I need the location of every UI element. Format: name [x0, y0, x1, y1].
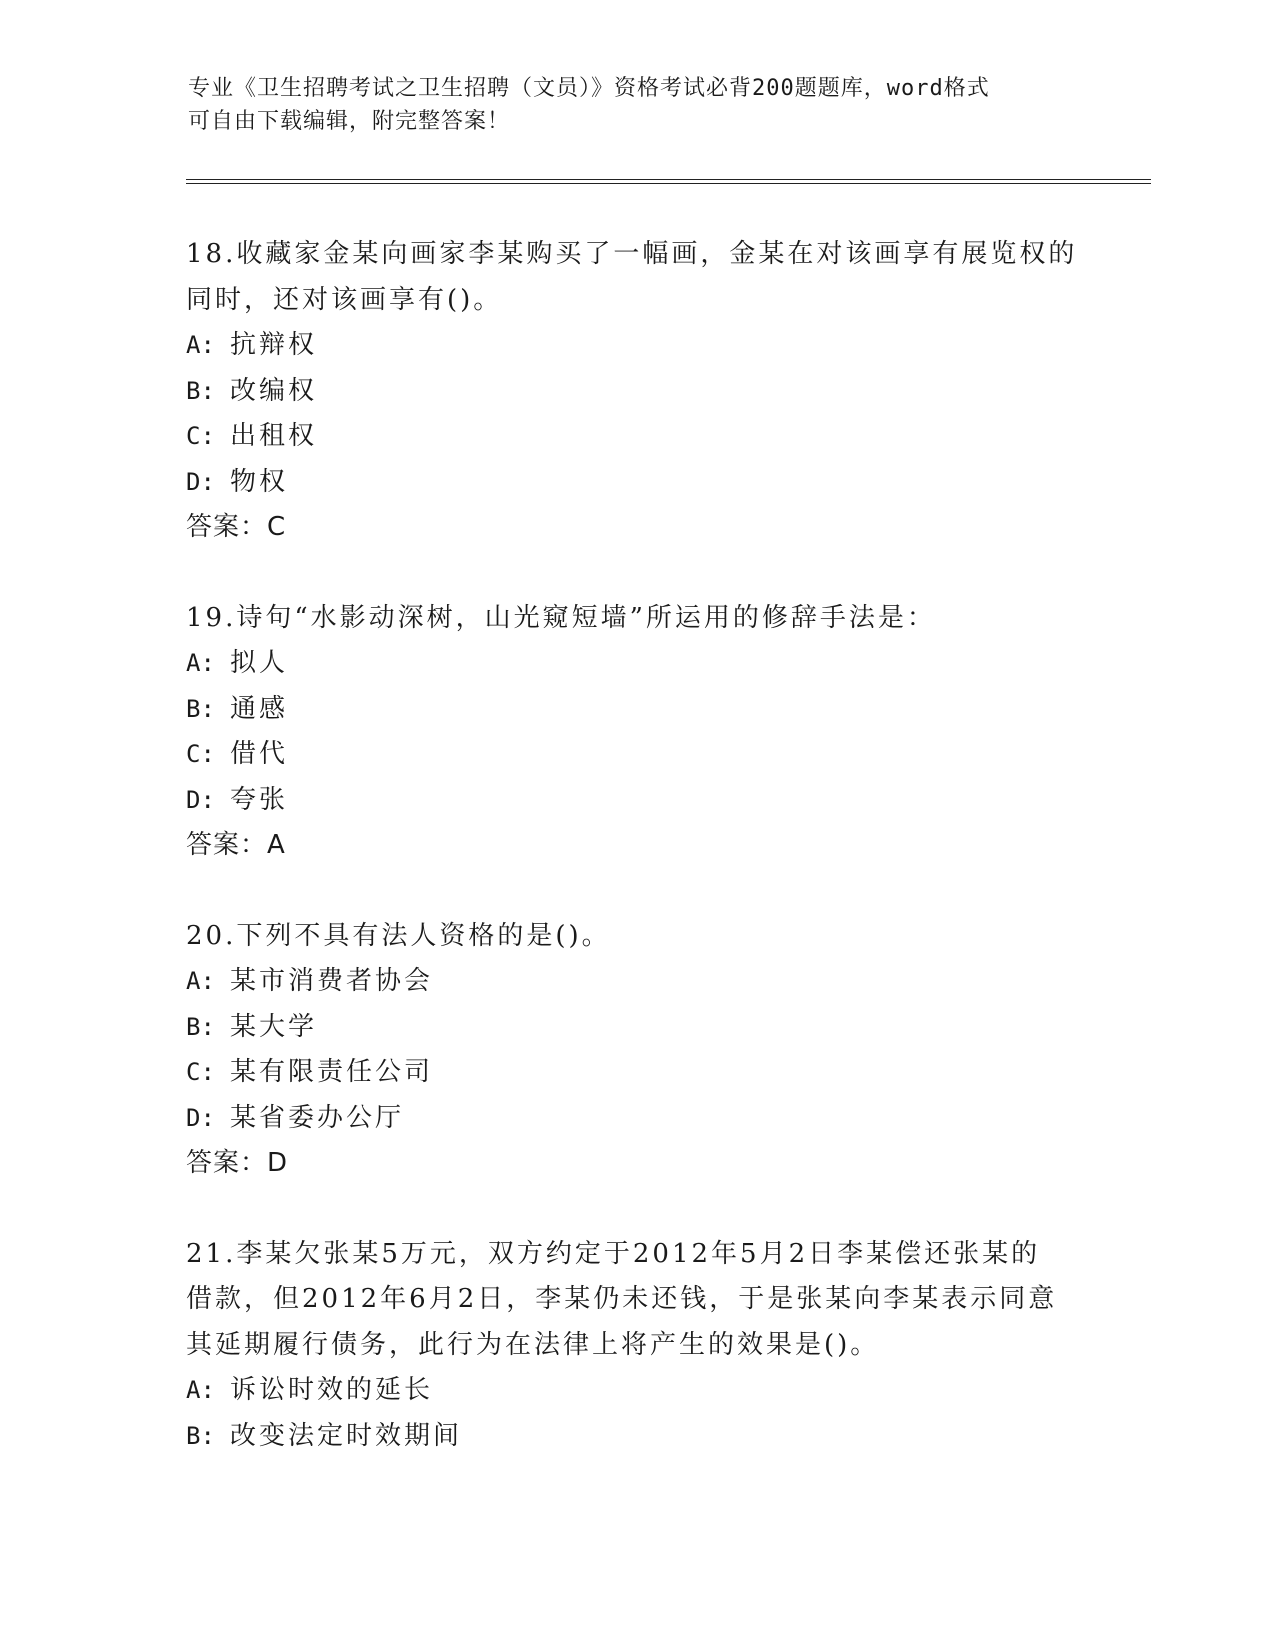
option-d: [186, 778, 1086, 824]
question-list: [186, 232, 1086, 1459]
option-text: 通感: [230, 693, 289, 724]
option-letter: B:: [186, 1421, 215, 1450]
option-text: 抗辩权: [230, 330, 318, 360]
option-letter: A:: [186, 967, 215, 995]
option-letter: C:: [186, 740, 215, 768]
option-c: [186, 732, 1086, 778]
option-d: [186, 1096, 1086, 1142]
option-text: 物权: [230, 466, 289, 497]
option-text: 某市消费者协会: [230, 966, 434, 996]
option-d: [186, 460, 1086, 506]
option-c: [186, 1050, 1086, 1096]
question-text-line: 借款，但2012年6月2日，李某仍未还钱，于是张某向李某表示同意: [186, 1284, 1058, 1314]
question-spacer: [186, 1187, 1086, 1232]
option-letter: D:: [186, 785, 215, 814]
option-letter: D:: [186, 467, 215, 496]
option-a: [186, 959, 1086, 1005]
option-text: 某大学: [230, 1011, 318, 1042]
question-text-line: 同时，还对该画享有()。: [186, 284, 503, 315]
option-a: [186, 1368, 1086, 1414]
option-text: 夸张: [230, 784, 289, 815]
option-letter: B:: [186, 694, 215, 723]
option-letter: B:: [186, 376, 215, 405]
option-b: [186, 1414, 1086, 1460]
header-divider-bottom: [186, 183, 1151, 184]
question-text-line: 其延期履行债务，此行为在法律上将产生的效果是()。: [186, 1329, 880, 1360]
option-b: [186, 687, 1086, 733]
header-line-1: 专业《卫生招聘考试之卫生招聘（文员）》资格考试必背200题题库，word格式: [188, 76, 990, 101]
option-a: [186, 641, 1086, 687]
option-letter: D:: [186, 1103, 215, 1132]
question-19: [186, 596, 1086, 869]
option-text: 诉讼时效的延长: [230, 1375, 434, 1405]
answer-line: 答案：D: [186, 1148, 289, 1178]
option-text: 拟人: [230, 648, 289, 678]
question-text-line: 20.下列不具有法人资格的是()。: [186, 920, 611, 951]
option-text: 某有限责任公司: [230, 1057, 434, 1087]
option-letter: A:: [186, 649, 215, 677]
option-letter: B:: [186, 1012, 215, 1041]
question-spacer: [186, 551, 1086, 596]
option-letter: A:: [186, 1376, 215, 1404]
option-letter: C:: [186, 1058, 215, 1086]
document-header: [188, 72, 1088, 138]
question-text-line: 21.李某欠张某5万元，双方约定于2012年5月2日李某偿还张某的: [186, 1238, 1041, 1269]
option-letter: A:: [186, 331, 215, 359]
question-text-line: 18.收藏家金某向画家李某购买了一幅画，金某在对该画享有展览权的: [186, 239, 1078, 269]
option-text: 某省委办公厅: [230, 1102, 405, 1133]
option-letter: C:: [186, 422, 215, 450]
option-text: 出租权: [230, 421, 318, 451]
option-b: [186, 369, 1086, 415]
option-text: 改变法定时效期间: [230, 1420, 463, 1451]
option-c: [186, 414, 1086, 460]
option-text: 借代: [230, 739, 289, 769]
answer-line: 答案：A: [186, 830, 286, 860]
option-b: [186, 1005, 1086, 1051]
question-18: [186, 232, 1086, 551]
question-20: [186, 914, 1086, 1187]
question-text-line: 19.诗句“水影动深树，山光窥短墙”所运用的修辞手法是：: [186, 602, 936, 633]
answer-line: 答案：C: [186, 512, 287, 542]
option-text: 改编权: [230, 375, 318, 406]
option-a: [186, 323, 1086, 369]
question-21: [186, 1232, 1086, 1460]
question-spacer: [186, 869, 1086, 914]
header-line-2: 可自由下载编辑，附完整答案！: [188, 109, 511, 134]
header-divider-top: [186, 179, 1151, 180]
